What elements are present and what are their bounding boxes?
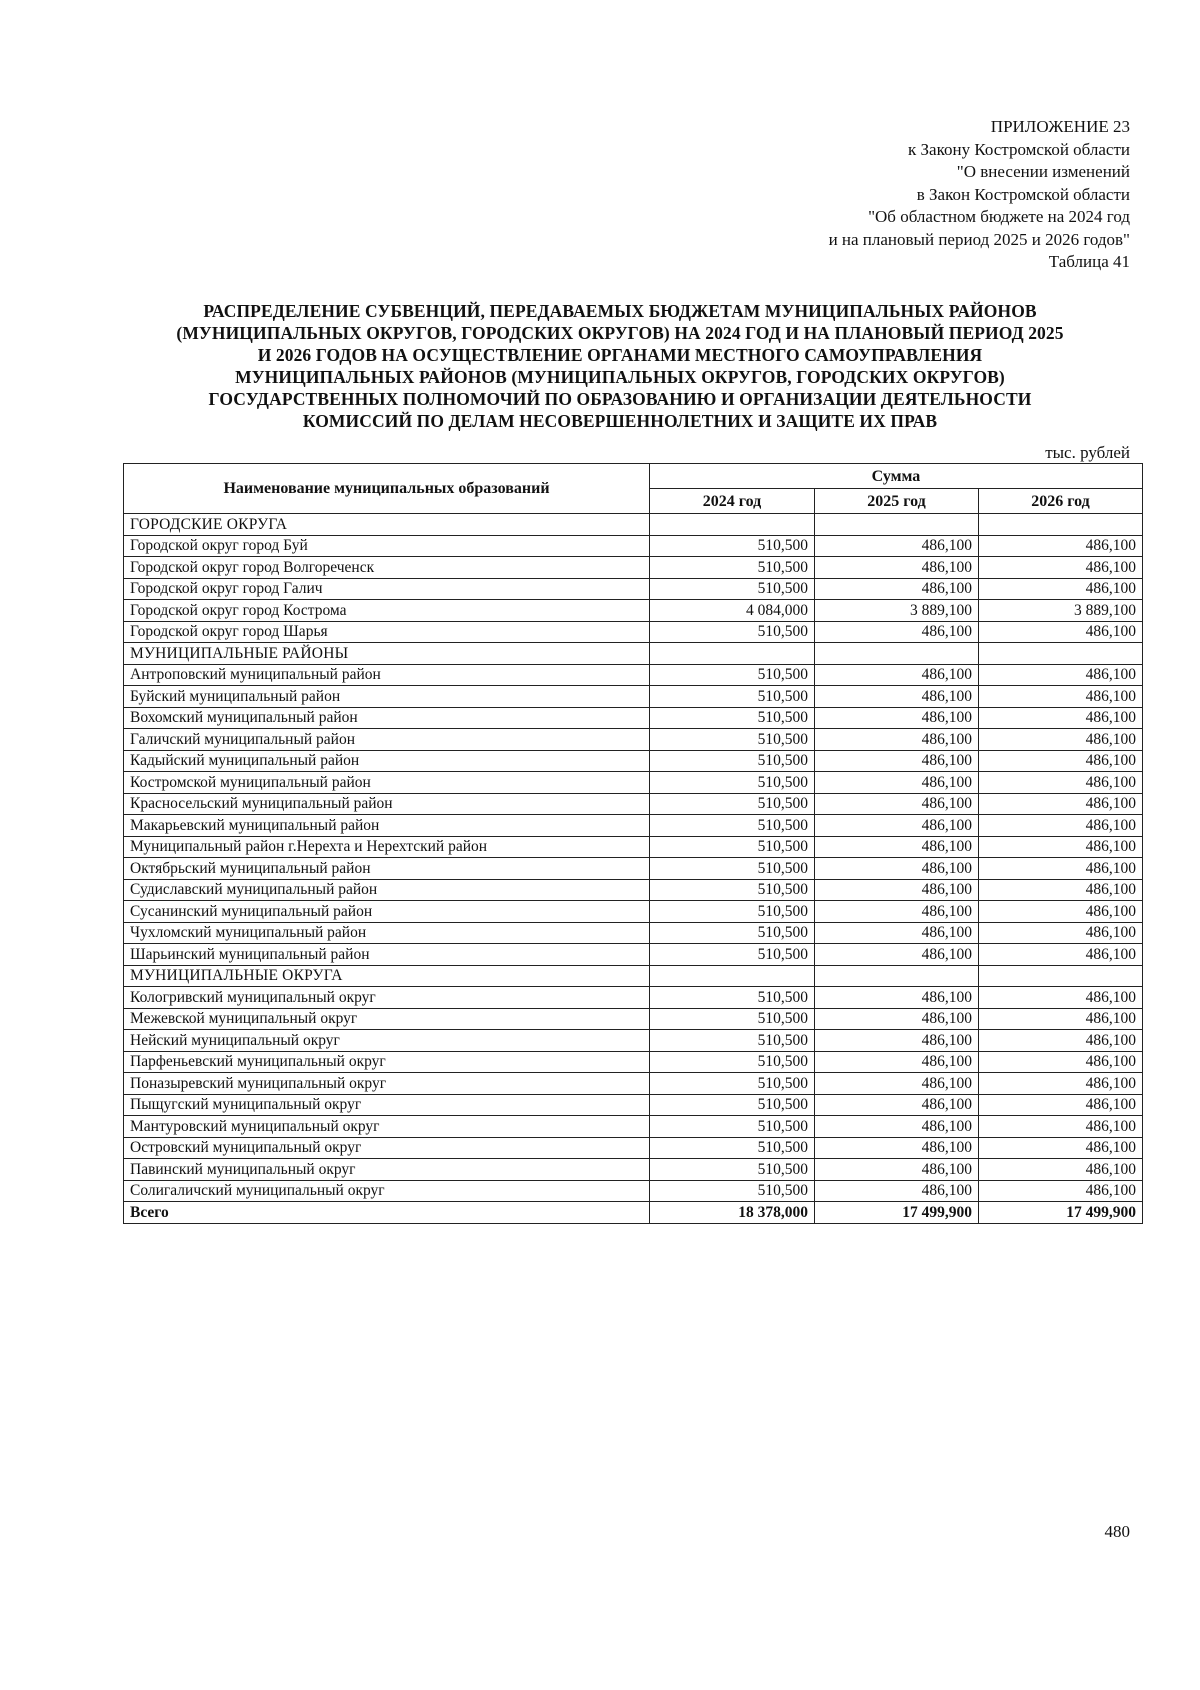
amount-cell: 486,100 (979, 557, 1143, 579)
amount-cell: 486,100 (815, 1008, 979, 1030)
amount-cell: 486,100 (979, 1094, 1143, 1116)
amount-cell: 486,100 (815, 621, 979, 643)
appendix-line: "О внесении изменений (956, 162, 1130, 181)
amount-cell: 486,100 (815, 1030, 979, 1052)
municipality-name: Шарьинский муниципальный район (124, 944, 650, 966)
amount-cell: 510,500 (650, 707, 815, 729)
table-row (124, 1159, 1143, 1181)
table-row (124, 815, 1143, 837)
amount-cell: 510,500 (650, 750, 815, 772)
table-row (124, 858, 1143, 880)
amount-cell: 486,100 (979, 836, 1143, 858)
header-name: Наименование муниципальных образований (124, 464, 650, 514)
amount-cell: 510,500 (650, 1094, 815, 1116)
group-label: МУНИЦИПАЛЬНЫЕ РАЙОНЫ (124, 643, 650, 665)
amount-cell: 486,100 (815, 901, 979, 923)
amount-cell: 3 889,100 (815, 600, 979, 622)
amount-cell: 486,100 (815, 535, 979, 557)
appendix-line: ПРИЛОЖЕНИЕ 23 (990, 117, 1130, 136)
amount-cell: 486,100 (815, 707, 979, 729)
amount-cell: 486,100 (815, 772, 979, 794)
amount-cell: 510,500 (650, 858, 815, 880)
amount-cell: 4 084,000 (650, 600, 815, 622)
amount-cell: 486,100 (979, 1137, 1143, 1159)
municipality-name: Антроповский муниципальный район (124, 664, 650, 686)
municipality-name: Галичский муниципальный район (124, 729, 650, 751)
table-row (124, 707, 1143, 729)
amount-cell: 510,500 (650, 772, 815, 794)
table-row (124, 1051, 1143, 1073)
amount-cell (815, 514, 979, 536)
table-row (124, 686, 1143, 708)
table-row (124, 1008, 1143, 1030)
amount-cell (815, 643, 979, 665)
header-year-2024: 2024 год (650, 489, 815, 514)
total-label: Всего (124, 1202, 650, 1224)
title-line: (МУНИЦИПАЛЬНЫХ ОКРУГОВ, ГОРОДСКИХ ОКРУГОВ) НА 2024 ГОД И НА ПЛАНОВЫЙ ПЕРИОД 2025 (176, 323, 1064, 343)
amount-cell (979, 643, 1143, 665)
amount-cell: 486,100 (815, 836, 979, 858)
table-row (124, 772, 1143, 794)
appendix-line: в Закон Костромской области (916, 184, 1130, 204)
municipality-name: Нейский муниципальный округ (124, 1030, 650, 1052)
table-row (124, 600, 1143, 622)
total-amount-cell: 17 499,900 (815, 1202, 979, 1224)
municipality-name: Городской округ город Кострома (124, 600, 650, 622)
amount-cell: 486,100 (815, 750, 979, 772)
table-row (124, 1073, 1143, 1095)
amount-cell: 486,100 (979, 750, 1143, 772)
municipality-name: Макарьевский муниципальный район (124, 815, 650, 837)
amount-cell: 510,500 (650, 836, 815, 858)
table-row (124, 901, 1143, 923)
municipality-name: Красносельский муниципальный район (124, 793, 650, 815)
appendix-line: "Об областном бюджете на 2024 год (868, 207, 1130, 226)
table-row (124, 944, 1143, 966)
amount-cell: 486,100 (979, 1159, 1143, 1181)
title-line: И 2026 ГОДОВ НА ОСУЩЕСТВЛЕНИЕ ОРГАНАМИ МЕСТНОГО САМОУПРАВЛЕНИЯ (257, 345, 983, 365)
amount-cell: 486,100 (979, 1051, 1143, 1073)
municipality-name: Буйский муниципальный район (124, 686, 650, 708)
page-number: 480 (1104, 1522, 1130, 1541)
municipality-name: Парфеньевский муниципальный округ (124, 1051, 650, 1073)
table-row (124, 987, 1143, 1009)
table-number: Таблица 41 (1048, 252, 1130, 271)
table-row (124, 664, 1143, 686)
amount-cell: 486,100 (979, 879, 1143, 901)
amount-cell: 510,500 (650, 901, 815, 923)
table-row (124, 535, 1143, 557)
municipality-name: Муниципальный район г.Нерехта и Нерехтский район (124, 836, 650, 858)
amount-cell: 510,500 (650, 1116, 815, 1138)
municipality-name: Островский муниципальный округ (124, 1137, 650, 1159)
amount-cell: 486,100 (815, 729, 979, 751)
amount-cell: 510,500 (650, 815, 815, 837)
amount-cell: 486,100 (979, 1030, 1143, 1052)
total-amount-cell: 17 499,900 (979, 1202, 1143, 1224)
amount-cell: 486,100 (979, 578, 1143, 600)
appendix-line: к Закону Костромской области (908, 139, 1130, 159)
table-row (124, 1180, 1143, 1202)
amount-cell: 486,100 (815, 879, 979, 901)
amount-cell: 486,100 (979, 1116, 1143, 1138)
amount-cell: 510,500 (650, 578, 815, 600)
amount-cell: 486,100 (815, 987, 979, 1009)
table-row (124, 1137, 1143, 1159)
amount-cell: 486,100 (979, 858, 1143, 880)
amount-cell: 486,100 (979, 664, 1143, 686)
table-row (124, 1094, 1143, 1116)
amount-cell (650, 643, 815, 665)
amount-cell: 486,100 (979, 1008, 1143, 1030)
amount-cell: 486,100 (815, 858, 979, 880)
title-line: МУНИЦИПАЛЬНЫХ РАЙОНОВ (МУНИЦИПАЛЬНЫХ ОКРУГОВ, ГОРОДСКИХ ОКРУГОВ) (235, 367, 1005, 387)
municipality-name: Костромской муниципальный район (124, 772, 650, 794)
amount-cell: 486,100 (979, 1073, 1143, 1095)
municipality-name: Кологривский муниципальный округ (124, 987, 650, 1009)
amount-cell: 510,500 (650, 557, 815, 579)
municipality-name: Поназыревский муниципальный округ (124, 1073, 650, 1095)
amount-cell (650, 514, 815, 536)
appendix-line: и на плановый период 2025 и 2026 годов" (828, 229, 1130, 249)
table-row (124, 836, 1143, 858)
amount-cell: 510,500 (650, 686, 815, 708)
table-row (124, 1030, 1143, 1052)
title-line: ГОСУДАРСТВЕННЫХ ПОЛНОМОЧИЙ ПО ОБРАЗОВАНИЮ И ОРГАНИЗАЦИИ ДЕЯТЕЛЬНОСТИ (208, 389, 1032, 409)
amount-cell: 486,100 (815, 1116, 979, 1138)
amount-cell: 486,100 (815, 664, 979, 686)
header-year-2025: 2025 год (815, 489, 979, 514)
table-row (124, 578, 1143, 600)
municipality-name: Городской округ город Волгореченск (124, 557, 650, 579)
amount-cell: 510,500 (650, 922, 815, 944)
municipality-name: Сусанинский муниципальный район (124, 901, 650, 923)
amount-cell: 486,100 (815, 557, 979, 579)
amount-cell: 486,100 (815, 1073, 979, 1095)
amount-cell: 3 889,100 (979, 600, 1143, 622)
amount-cell: 486,100 (979, 901, 1143, 923)
table-row (124, 879, 1143, 901)
amount-cell (979, 965, 1143, 987)
amount-cell: 486,100 (979, 772, 1143, 794)
municipality-name: Пыщугский муниципальный округ (124, 1094, 650, 1116)
table-row (124, 729, 1143, 751)
amount-cell: 486,100 (815, 944, 979, 966)
amount-cell: 486,100 (979, 1180, 1143, 1202)
amount-cell: 510,500 (650, 1073, 815, 1095)
amount-cell: 486,100 (979, 815, 1143, 837)
units-label: тыс. рублей (1045, 443, 1130, 462)
table-row (124, 557, 1143, 579)
municipality-name: Павинский муниципальный округ (124, 1159, 650, 1181)
total-amount-cell: 18 378,000 (650, 1202, 815, 1224)
amount-cell: 486,100 (815, 1051, 979, 1073)
header-sum: Сумма (650, 464, 1143, 489)
amount-cell: 486,100 (979, 793, 1143, 815)
amount-cell: 486,100 (979, 621, 1143, 643)
amount-cell: 486,100 (979, 922, 1143, 944)
municipality-name: Городской округ город Галич (124, 578, 650, 600)
appendix-header (610, 116, 1130, 274)
amount-cell: 510,500 (650, 1051, 815, 1073)
title-line: РАСПРЕДЕЛЕНИЕ СУБВЕНЦИЙ, ПЕРЕДАВАЕМЫХ БЮДЖЕТАМ МУНИЦИПАЛЬНЫХ РАЙОНОВ (203, 301, 1037, 321)
document-title (110, 300, 1130, 432)
municipality-name: Мантуровский муниципальный округ (124, 1116, 650, 1138)
municipality-name: Городской округ город Буй (124, 535, 650, 557)
table-group-row (124, 514, 1143, 536)
amount-cell (650, 965, 815, 987)
amount-cell: 510,500 (650, 1030, 815, 1052)
amount-cell: 486,100 (815, 1137, 979, 1159)
table-row (124, 922, 1143, 944)
amount-cell: 486,100 (979, 707, 1143, 729)
amount-cell: 486,100 (815, 1159, 979, 1181)
table-group-row (124, 965, 1143, 987)
title-line: КОМИССИЙ ПО ДЕЛАМ НЕСОВЕРШЕННОЛЕТНИХ И ЗАЩИТЕ ИХ ПРАВ (302, 411, 938, 431)
table-row (124, 750, 1143, 772)
amount-cell: 510,500 (650, 1008, 815, 1030)
municipality-name: Судиславский муниципальный район (124, 879, 650, 901)
group-label: ГОРОДСКИЕ ОКРУГА (124, 514, 650, 536)
municipality-name: Октябрьский муниципальный район (124, 858, 650, 880)
amount-cell: 510,500 (650, 621, 815, 643)
subsidy-table (123, 463, 1143, 1224)
amount-cell: 510,500 (650, 535, 815, 557)
amount-cell: 486,100 (815, 922, 979, 944)
amount-cell: 486,100 (979, 944, 1143, 966)
amount-cell: 510,500 (650, 664, 815, 686)
amount-cell: 486,100 (815, 686, 979, 708)
amount-cell: 510,500 (650, 793, 815, 815)
header-year-2026: 2026 год (979, 489, 1143, 514)
table-body (124, 514, 1143, 1224)
table-row (124, 621, 1143, 643)
amount-cell: 486,100 (815, 1094, 979, 1116)
amount-cell: 486,100 (815, 1180, 979, 1202)
table-row (124, 1116, 1143, 1138)
amount-cell: 510,500 (650, 987, 815, 1009)
table-row (124, 793, 1143, 815)
municipality-name: Межевской муниципальный округ (124, 1008, 650, 1030)
municipality-name: Чухломский муниципальный район (124, 922, 650, 944)
amount-cell: 510,500 (650, 879, 815, 901)
amount-cell: 510,500 (650, 1137, 815, 1159)
municipality-name: Вохомский муниципальный район (124, 707, 650, 729)
municipality-name: Кадыйский муниципальный район (124, 750, 650, 772)
amount-cell: 510,500 (650, 1180, 815, 1202)
municipality-name: Городской округ город Шарья (124, 621, 650, 643)
amount-cell (815, 965, 979, 987)
amount-cell: 486,100 (815, 793, 979, 815)
municipality-name: Солигаличский муниципальный округ (124, 1180, 650, 1202)
amount-cell: 486,100 (979, 987, 1143, 1009)
table-group-row (124, 643, 1143, 665)
group-label: МУНИЦИПАЛЬНЫЕ ОКРУГА (124, 965, 650, 987)
amount-cell: 486,100 (815, 815, 979, 837)
amount-cell: 510,500 (650, 729, 815, 751)
amount-cell: 510,500 (650, 1159, 815, 1181)
amount-cell: 486,100 (979, 686, 1143, 708)
amount-cell (979, 514, 1143, 536)
amount-cell: 486,100 (979, 729, 1143, 751)
amount-cell: 486,100 (979, 535, 1143, 557)
table-total-row (124, 1202, 1143, 1224)
amount-cell: 510,500 (650, 944, 815, 966)
amount-cell: 486,100 (815, 578, 979, 600)
